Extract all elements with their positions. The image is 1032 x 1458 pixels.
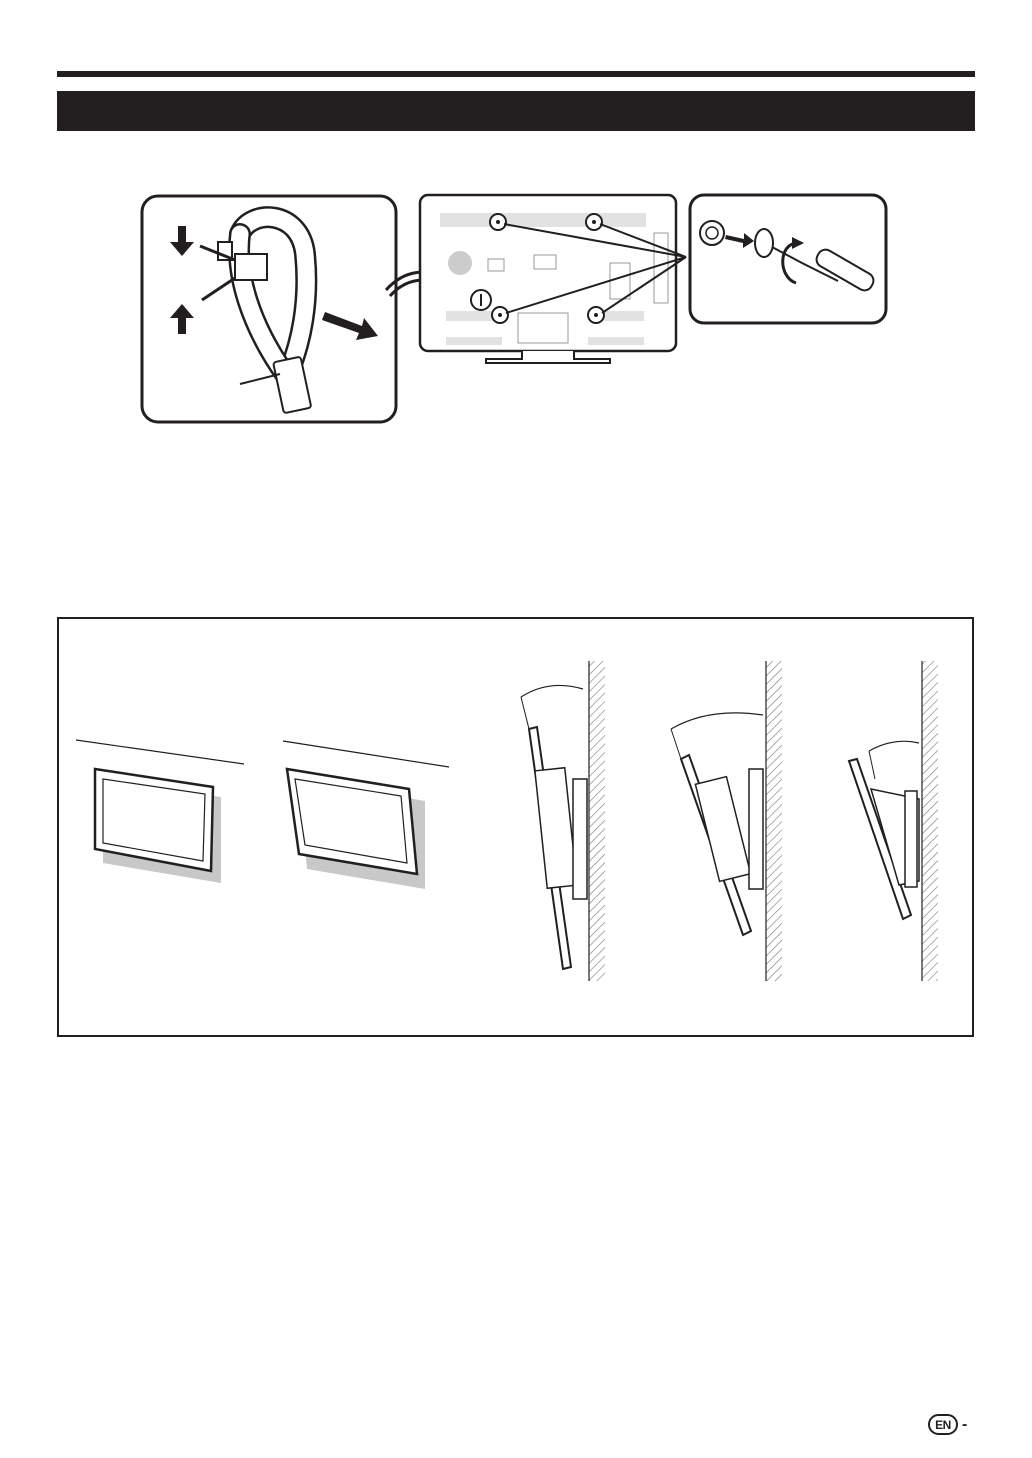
page-suffix: - (962, 1415, 968, 1433)
wall-mount-diagrams (59, 619, 972, 1035)
tv-rear-panel (418, 193, 688, 365)
screw-removal-illustration (688, 193, 888, 327)
section-title-bar (57, 91, 975, 131)
cable-tie-illustration (140, 194, 398, 424)
language-badge (928, 1414, 967, 1435)
top-rule (57, 71, 975, 77)
wall-mount-panel (57, 617, 974, 1037)
language-code: EN (928, 1414, 958, 1435)
